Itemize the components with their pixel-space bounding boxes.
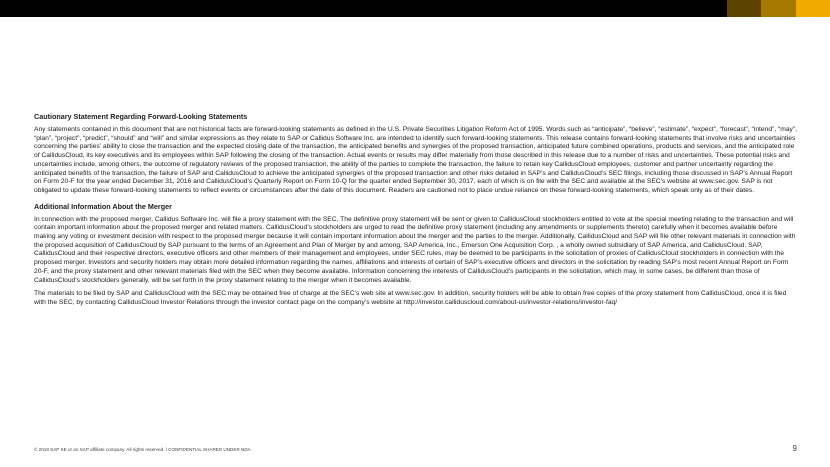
merger-info-heading: Additional Information About the Merger bbox=[34, 201, 172, 211]
merger-info-paragraph-1: In connection with the proposed merger, Callidus Software Inc. will file a proxy statement with the SEC. The definitive proxy statement will be sent or given to CallidusCloud stockholders entitled to vote at the special meeting relating to the transaction and will contain important information about the proposed merger and related matters. CallidusCloud’s stockholders are urged to read the definitive proxy statement (including any amendments or supplements thereto) carefully when it becomes available before making any voting or investment decision with respect to the proposed merger because it will contain important information about the merger and the parties to the merger. Additionally, CallidusCloud and SAP will file other relevant materials in connection with the proposed acquisition of CallidusCloud by SAP pursuant to the terms of an Agreement and Plan of Merger by and among, SAP America, Inc., Emerson One Acquisition Corp. , a wholly owned subsidiary of SAP America, and CallidusCloud. SAP, CallidusCloud and their respective directors, executive officers and other members of their management and employees, under SEC rules, may be deemed to be participants in the solicitation of proxies of CallidusCloud stockholders in connection with the proposed merger. Investors and security holders may obtain more detailed information regarding the names, affiliations and interests of certain of SAP’s executive officers and directors in the solicitation by reading SAP’s most recent Annual Report on Form 20-F, and the proxy statement and other relevant materials filed with the SEC when they become available. Information concerning the interests of CallidusCloud’s participants in the solicitation, which may, in some cases, be different than those of CallidusCloud’s stockholders generally, will be set forth in the proxy statement relating to the merger when it becomes available. bbox=[34, 215, 796, 284]
header-accent-block-medium bbox=[761, 0, 796, 17]
top-header-bar bbox=[0, 0, 830, 17]
page-number: 9 bbox=[792, 444, 797, 453]
forward-looking-paragraph: Any statements contained in this document that are not historical facts are forward-looking statements as defined in the U.S. Private Securities Litigation Reform Act of 1995. Words such as “anticipate”, “believe”, “estimate”, “expect”, “forecast”, “intend”, “may”, “plan”, “project”, “predict”, “should” and “will” and similar expressions as they relate to SAP or Callidus Software Inc. are intended to identify such forward-looking statements. This release contains forward-looking statements that involve risks and uncertainties concerning the parties’ ability to close the transaction and the expected closing date of the transaction, the anticipated benefits and synergies of the proposed transaction, anticipated future combined operations, products and services, and the anticipated role of CallidusCloud, its key executives and its employees within SAP following the closing of the transaction. Actual events or results may differ materially from those described in this release due to a number of risks and uncertainties. These potential risks and uncertainties include, among others, the outcome of regulatory reviews of the proposed transaction, the ability of the parties to complete the transaction, the failure to retain key CallidusCloud employees, customer and partner uncertainty regarding the anticipated benefits of the transaction, the failure of SAP and CallidusCloud to achieve the anticipated synergies of the proposed transaction and other risks detailed in SAP’s and CallidusCloud’s SEC filings, including those discussed in SAP’s Annual Report on Form 20-F for the year ended December 31, 2016 and CallidusCloud’s Quarterly Report on Form 10-Q for the quarter ended September 30, 2017, each of which is on file with the SEC and available at the SEC’s website at www.sec.gov. SAP is not obligated to update these forward-looking statements to reflect events or circumstances after the date of this document. Readers are cautioned not to place undue reliance on these forward-looking statements, which speak only as of their dates. bbox=[34, 126, 797, 194]
footer-copyright: © 2018 SAP SE or an SAP affiliate company. All rights reserved. ǀ CONFIDENTIAL SHARED UNDER NDA bbox=[34, 447, 251, 452]
slide-content bbox=[34, 112, 798, 308]
header-accent-block-dark bbox=[727, 0, 761, 17]
merger-info-paragraph-2: The materials to be filed by SAP and CallidusCloud with the SEC may be obtained free of charge at the SEC’s web site at www.sec.gov. In addition, security holders will be able to obtain free copies of the proxy statement from CallidusCloud, once it is filed with the SEC, by contacting CallidusCloud Investor Relations through the investor contact page on the company’s website at http://investor.calliduscloud.com/about-us/investor-relations/investor-faq/ bbox=[34, 290, 787, 306]
header-accent-block-gold bbox=[796, 0, 830, 17]
forward-looking-heading: Cautionary Statement Regarding Forward-Looking Statements bbox=[34, 112, 248, 121]
